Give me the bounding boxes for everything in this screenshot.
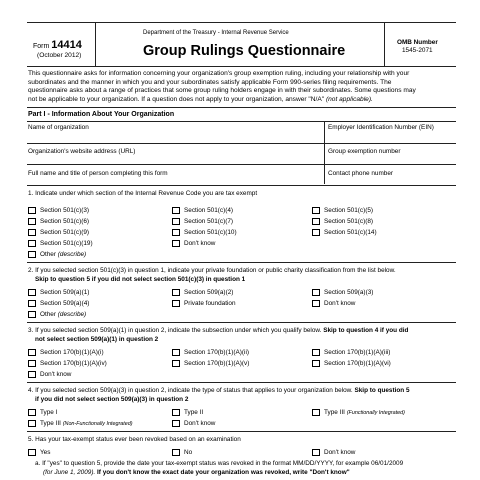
question-1: 1. Indicate under which section of the Internal Revenue Code you are tax exempt xyxy=(28,190,258,197)
org-name-label: Name of organization xyxy=(28,124,89,131)
ein-label: Employer Identification Number (EIN) xyxy=(328,124,434,131)
type3b-text: Type III xyxy=(40,420,61,427)
option-label: Type II xyxy=(184,409,204,416)
part1-top-rule xyxy=(27,107,456,108)
option-label: Section 509(a)(2) xyxy=(184,289,234,296)
option-label: Don't know xyxy=(324,300,356,307)
website-label: Organization's website address (URL) xyxy=(28,148,136,155)
intro-italic: (not applicable). xyxy=(325,96,373,104)
option-label: Don't know xyxy=(184,420,216,427)
question-4-skip-cont: if you did not select section 509(a)(3) in question 2 xyxy=(35,396,189,403)
option-label: Yes xyxy=(40,449,51,456)
question-3-skip-cont: not select section 509(a)(1) in question 2 xyxy=(35,336,159,343)
checkbox-501c6[interactable] xyxy=(28,218,36,225)
checkbox-no[interactable] xyxy=(172,449,180,456)
section-rule xyxy=(27,262,456,263)
other-text: Other xyxy=(40,311,56,318)
option-label: Don't know xyxy=(324,449,356,456)
person-name-field[interactable] xyxy=(28,178,320,183)
checkbox-private-foundation[interactable] xyxy=(172,300,180,307)
checkbox-dont-know[interactable] xyxy=(28,371,36,378)
question-5a-bold: If you don't know the exact date your organization was revoked, write "Don't know" xyxy=(97,469,350,476)
checkbox-509a4[interactable] xyxy=(28,300,36,307)
option-label: Don't know xyxy=(184,240,216,247)
checkbox-type-1[interactable] xyxy=(28,409,36,416)
option-label: Section 509(a)(1) xyxy=(40,289,90,296)
option-label xyxy=(40,421,133,427)
checkbox-501c3[interactable] xyxy=(28,207,36,214)
type3-text: Type III xyxy=(324,409,345,416)
checkbox-170-vi[interactable] xyxy=(312,360,320,367)
form-date: (October 2012) xyxy=(37,52,82,59)
option-label: Section 501(c)(3) xyxy=(40,207,90,214)
option-label xyxy=(324,410,405,416)
other-label xyxy=(40,312,86,318)
option-label: Section 509(a)(3) xyxy=(324,289,374,296)
option-label: No xyxy=(184,449,193,456)
other-describe-field[interactable] xyxy=(100,311,454,319)
header-bottom-rule xyxy=(27,66,456,67)
option-label: Section 170(b)(1)(A)(v) xyxy=(184,360,250,367)
question-2-skip: Skip to question 5 if you did not select section 501(c)(3) in question 1 xyxy=(35,276,246,283)
page-title: Group Rulings Questionnaire xyxy=(143,43,346,59)
section-rule xyxy=(27,322,456,323)
checkbox-dont-know[interactable] xyxy=(172,240,180,247)
question-5a-italic: (for June 1, 2009). xyxy=(43,469,96,476)
question-5: 5. Has your tax-exempt status ever been revoked based on an examination xyxy=(28,436,241,443)
section-rule xyxy=(27,431,456,432)
question-4 xyxy=(28,388,410,394)
option-label: Section 501(c)(19) xyxy=(40,240,93,247)
checkbox-501c9[interactable] xyxy=(28,229,36,236)
option-label: Section 170(b)(1)(A)(i) xyxy=(40,349,104,356)
group-exemption-field[interactable] xyxy=(328,157,454,163)
checkbox-170-i[interactable] xyxy=(28,349,36,356)
option-label: Section 501(c)(7) xyxy=(184,218,234,225)
group-exemption-label: Group exemption number xyxy=(328,148,401,155)
other-text: Other xyxy=(40,251,56,258)
checkbox-170-iii[interactable] xyxy=(312,349,320,356)
checkbox-yes[interactable] xyxy=(28,449,36,456)
form-prefix: Form xyxy=(33,43,50,50)
question-5a-cont xyxy=(43,470,350,476)
checkbox-509a1[interactable] xyxy=(28,289,36,296)
checkbox-dont-know[interactable] xyxy=(312,449,320,456)
option-label: Section 501(c)(10) xyxy=(184,229,237,236)
omb-number: 1545-2071 xyxy=(402,47,433,54)
option-label: Private foundation xyxy=(184,300,236,307)
option-label: Section 170(b)(1)(A)(ii) xyxy=(184,349,249,356)
checkbox-other[interactable] xyxy=(28,311,36,318)
checkbox-170-v[interactable] xyxy=(172,360,180,367)
part1-column-divider xyxy=(324,121,325,184)
question-2: 2. If you selected section 501(c)(3) in question 1, indicate your private foundation or public charity classification from the list below. xyxy=(28,267,396,274)
checkbox-dont-know[interactable] xyxy=(312,300,320,307)
intro-paragraph xyxy=(28,70,458,105)
intro-line: not be applicable to your organization. If a question does not apply to your organization, answer "N/A" xyxy=(28,96,325,104)
option-label: Don't know xyxy=(40,371,72,378)
option-label: Section 501(c)(5) xyxy=(324,207,374,214)
checkbox-501c4[interactable] xyxy=(172,207,180,214)
question-3-skip: Skip to question 4 if you did xyxy=(323,327,409,334)
checkbox-501c8[interactable] xyxy=(312,218,320,225)
other-label xyxy=(40,252,86,258)
checkbox-type-3-nfi[interactable] xyxy=(28,420,36,427)
option-label: Section 170(b)(1)(A)(iii) xyxy=(324,349,391,356)
option-label: Section 509(a)(4) xyxy=(40,300,90,307)
question-5a: a. If "yes" to question 5, provide the date your tax-exempt status was revoked in the format MM/DD/YYYY, for example 06/01/2009 xyxy=(35,460,404,467)
checkbox-dont-know[interactable] xyxy=(172,420,180,427)
option-label: Section 501(c)(4) xyxy=(184,207,234,214)
checkbox-501c7[interactable] xyxy=(172,218,180,225)
option-label: Section 501(c)(9) xyxy=(40,229,90,236)
checkbox-type-2[interactable] xyxy=(172,409,180,416)
row-rule xyxy=(27,143,456,144)
checkbox-501c5[interactable] xyxy=(312,207,320,214)
other-describe-field[interactable] xyxy=(100,251,454,259)
option-label: Section 501(c)(6) xyxy=(40,218,90,225)
checkbox-170-ii[interactable] xyxy=(172,349,180,356)
question-3-text: 3. If you selected section 509(a)(1) in question 2, indicate the subsection under which you qualify below. xyxy=(28,327,322,334)
checkbox-509a2[interactable] xyxy=(172,289,180,296)
checkbox-type-3-fi[interactable] xyxy=(312,409,320,416)
ein-field[interactable] xyxy=(328,133,454,141)
question-4-text: 4. If you selected section 509(a)(3) in question 2, indicate the type of status that applies to your organization below. xyxy=(28,387,353,394)
header-divider-left xyxy=(95,22,96,66)
header-divider-right xyxy=(384,22,385,66)
question-4-skip: Skip to question 5 xyxy=(354,387,410,394)
form-label xyxy=(33,39,82,51)
row-rule xyxy=(27,164,456,165)
checkbox-501c10[interactable] xyxy=(172,229,180,236)
checkbox-509a3[interactable] xyxy=(312,289,320,296)
option-label: Section 501(c)(14) xyxy=(324,229,377,236)
option-label: Type I xyxy=(40,409,58,416)
option-label: Section 501(c)(8) xyxy=(324,218,374,225)
checkbox-other[interactable] xyxy=(28,251,36,258)
intro-line: This questionnaire asks for information concerning your organization's group exemption ruling, including your relationship with your xyxy=(28,70,410,77)
type3b-note: (Non-Functionally Integrated) xyxy=(62,421,133,427)
row-rule xyxy=(27,185,456,186)
intro-line: questionnaire asks about a range of practices that some group ruling holders engage in with their subordinates. Some questions may xyxy=(28,87,416,95)
omb-label: OMB Number xyxy=(397,39,438,46)
phone-field[interactable] xyxy=(328,178,454,183)
option-label: Section 170(b)(1)(A)(vi) xyxy=(324,360,391,367)
part1-title: Part I - Information About Your Organization xyxy=(28,111,175,118)
section-rule xyxy=(27,382,456,383)
org-name-field[interactable] xyxy=(28,133,320,141)
department-line: Department of the Treasury - Internal Revenue Service xyxy=(143,30,289,36)
intro-line: subordinates and the manner in which you and your subordinates satisfy applicable Form 990-series filing requirements. The xyxy=(28,78,392,86)
part1-rule xyxy=(27,121,456,122)
other-note: (describe) xyxy=(57,311,87,318)
header-top-rule xyxy=(27,22,456,23)
phone-label: Contact phone number xyxy=(328,170,394,177)
checkbox-170-iv[interactable] xyxy=(28,360,36,367)
type3-note: (Functionally Integrated) xyxy=(346,410,405,416)
website-field[interactable] xyxy=(28,157,320,163)
other-note: (describe) xyxy=(57,251,87,258)
question-3 xyxy=(28,328,408,334)
option-label: Section 170(b)(1)(A)(iv) xyxy=(40,360,107,367)
form-number: 14414 xyxy=(51,39,82,51)
checkbox-501c19[interactable] xyxy=(28,240,36,247)
checkbox-501c14[interactable] xyxy=(312,229,320,236)
person-name-label: Full name and title of person completing this form xyxy=(28,170,168,177)
